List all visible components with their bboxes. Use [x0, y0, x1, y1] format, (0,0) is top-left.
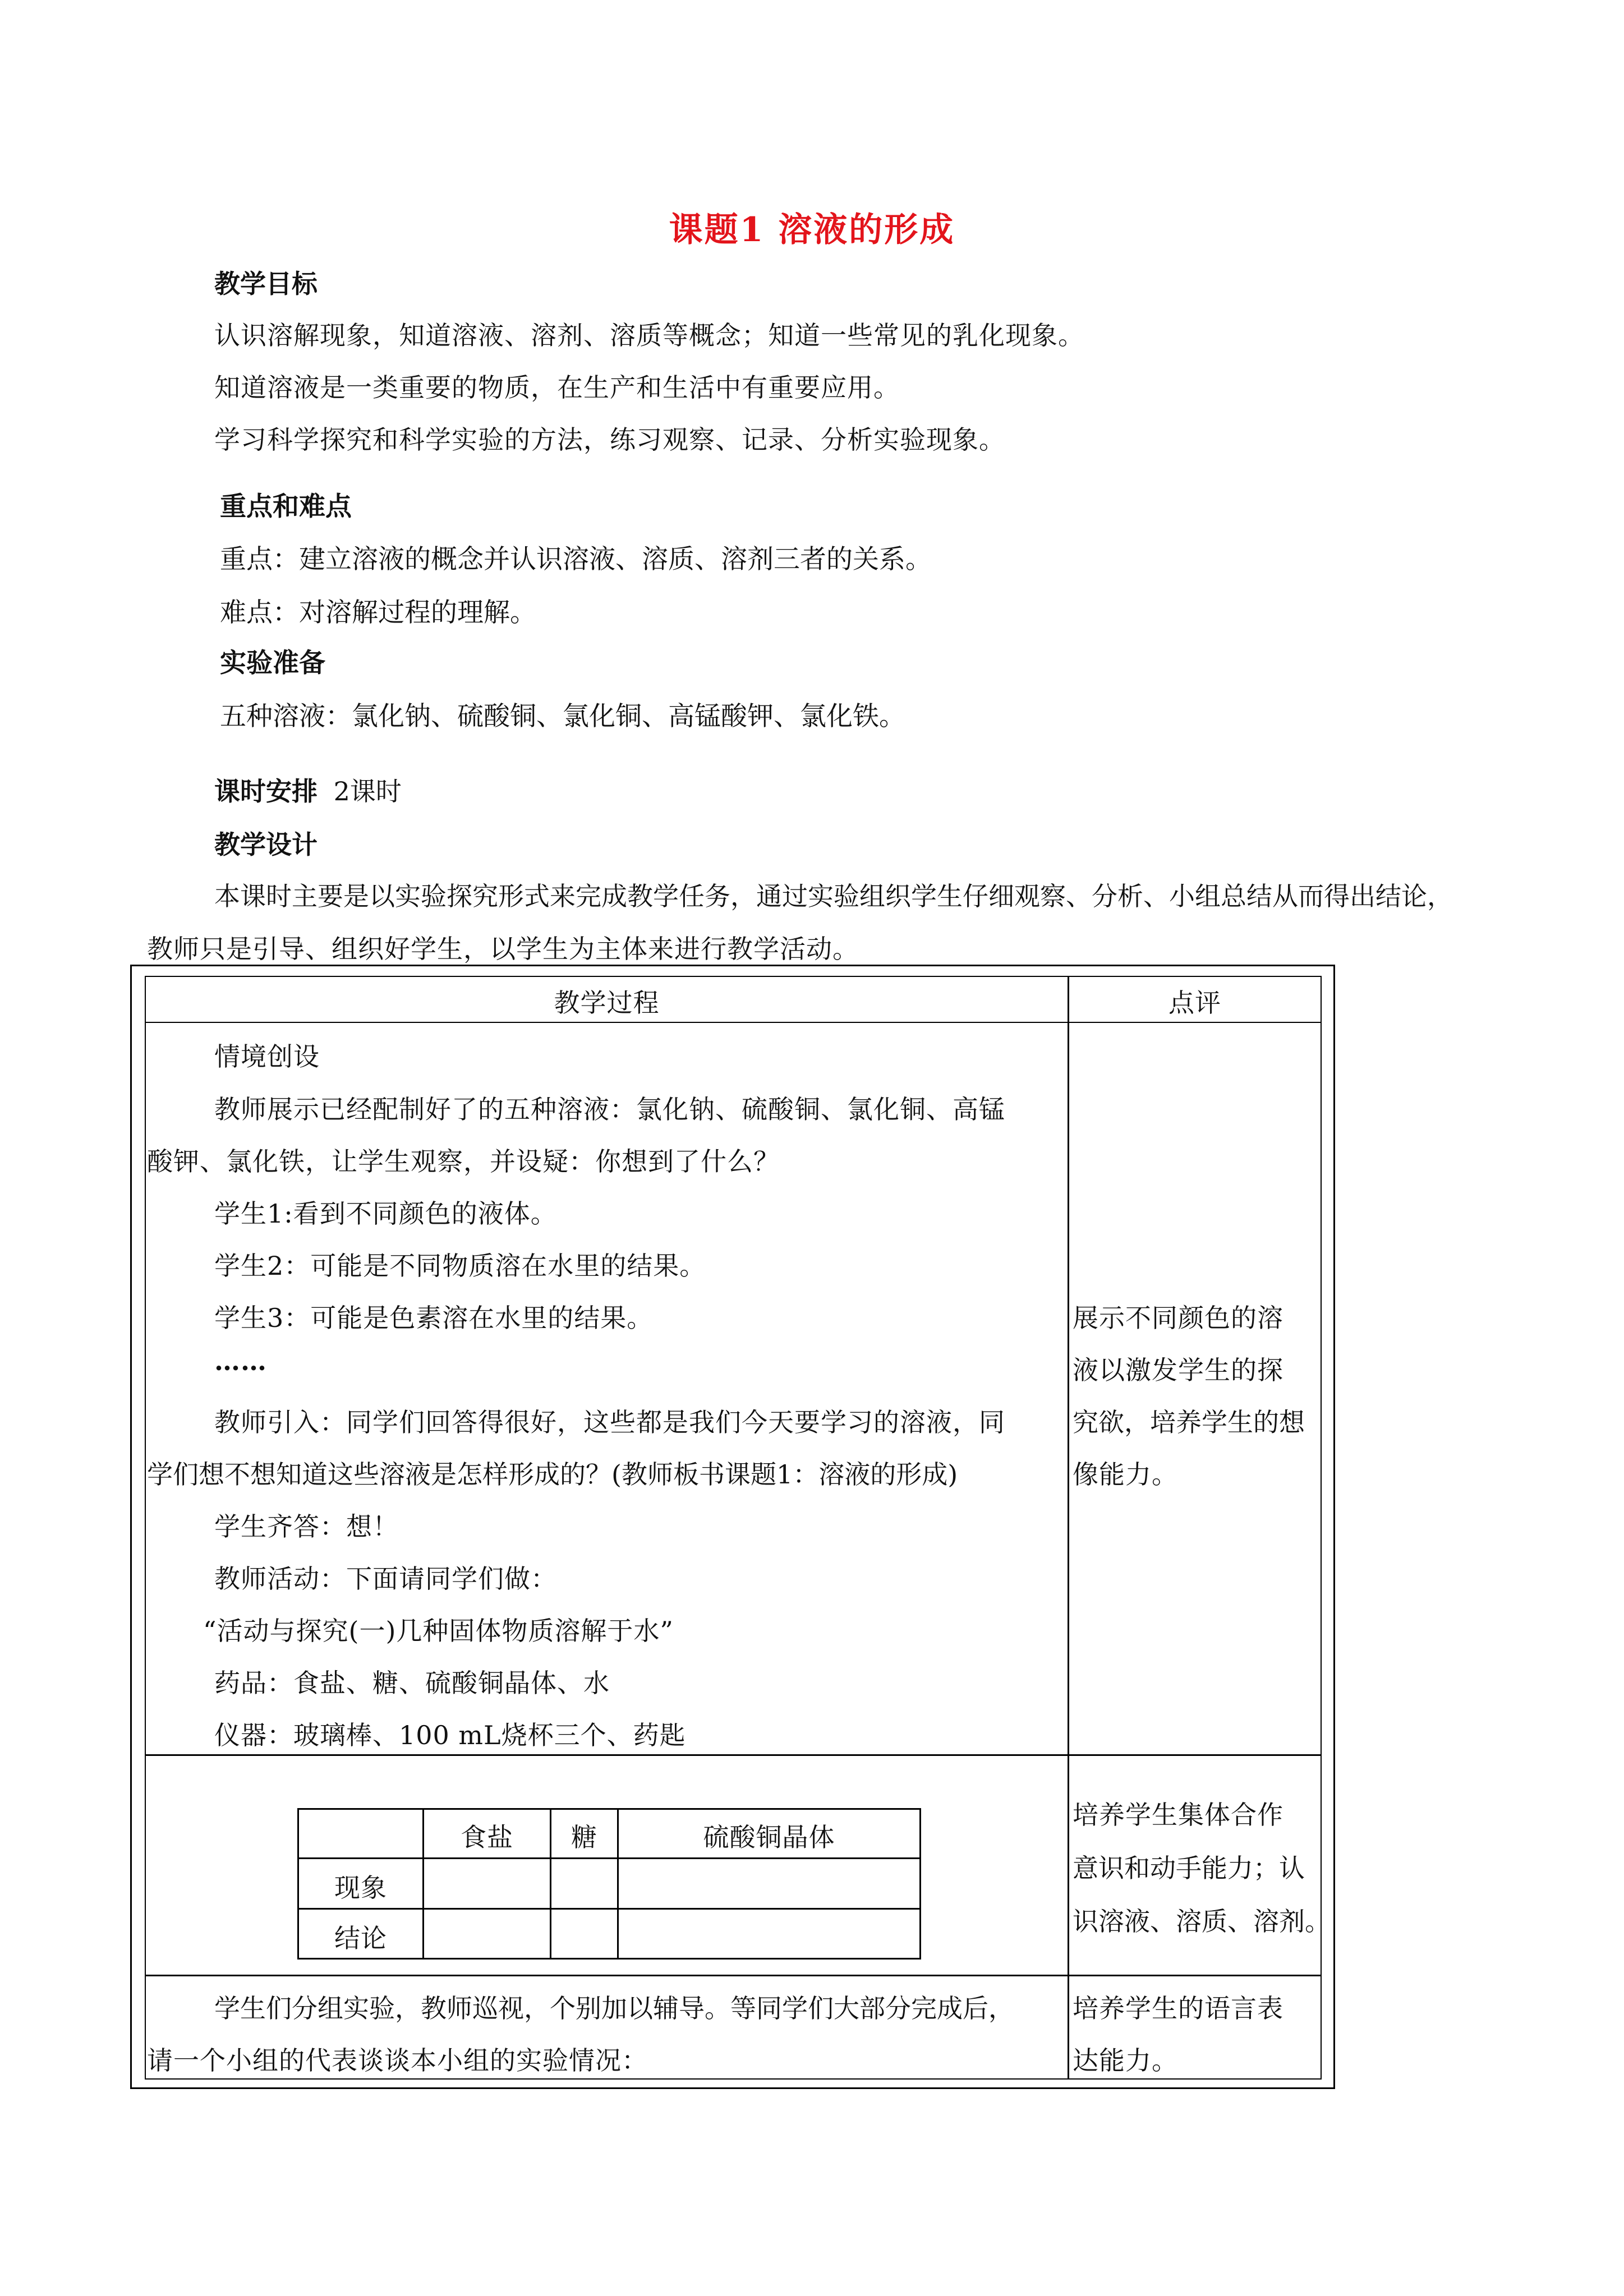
key-points-heading: 重点和难点: [220, 491, 352, 522]
process-line: 情境创设: [214, 1041, 320, 1072]
comment-line: 究欲，培养学生的想: [1073, 1407, 1305, 1437]
process-ellipsis: ……: [214, 1346, 267, 1376]
comment-line: 展示不同颜色的溶: [1073, 1303, 1283, 1333]
comment-line: 识溶液、溶质、溶剂。: [1073, 1906, 1331, 1937]
objective-item: 认识溶解现象，知道溶液、溶剂、溶质等概念；知道一些常见的乳化现象。: [214, 320, 1084, 351]
design-heading: 教学设计: [214, 829, 318, 860]
header-teaching-process: 教学过程: [554, 988, 660, 1018]
objectives-heading: 教学目标: [214, 269, 318, 299]
header-comment: 点评: [1168, 988, 1221, 1018]
difficulty-text: 难点：对溶解过程的理解。: [220, 597, 536, 628]
process-line: “活动与探究(一)几种固体物质溶解于水”: [203, 1616, 674, 1646]
row-conclusion: 结论: [334, 1923, 387, 1953]
design-paragraph-line2: 教师只是引导、组织好学生，以学生为主体来进行教学活动。: [147, 934, 859, 964]
comment-line: 培养学生的语言表: [1073, 1993, 1283, 2023]
comment-line: 液以激发学生的探: [1073, 1355, 1283, 1385]
col-salt: 食盐: [461, 1822, 513, 1852]
process-line: 教师活动：下面请同学们做：: [214, 1564, 557, 1594]
schedule-value: 2课时: [333, 776, 402, 806]
page-title: 课题1 溶液的形成: [669, 210, 955, 250]
process-line: 教师引入：同学们回答得很好，这些都是我们今天要学习的溶液，同: [214, 1407, 1005, 1437]
schedule-line: [214, 771, 402, 808]
comment-line: 意识和动手能力；认: [1073, 1853, 1305, 1883]
comment-line: 像能力。: [1073, 1459, 1178, 1490]
preparation-text: 五种溶液：氯化钠、硫酸铜、氯化铜、高锰酸钾、氯化铁。: [220, 701, 905, 732]
process-line: 学生齐答：想！: [214, 1511, 399, 1542]
process-line: 请一个小组的代表谈谈本小组的实验情况：: [147, 2045, 648, 2076]
schedule-label: 课时安排: [214, 776, 318, 806]
process-line: 学生们分组实验，教师巡视，个别加以辅导。等同学们大部分完成后，: [214, 1993, 1014, 2023]
comment-line: 达能力。: [1073, 2045, 1178, 2076]
design-paragraph-line1: 本课时主要是以实验探究形式来完成教学任务，通过实验组织学生仔细观察、分析、小组总结从而得出结论，: [214, 881, 1453, 911]
col-copper-sulfate: 硫酸铜晶体: [703, 1822, 835, 1852]
process-line: 学生3：可能是色素溶在水里的结果。: [214, 1303, 654, 1333]
process-line: 学生2：可能是不同物质溶在水里的结果。: [214, 1251, 706, 1281]
objective-item: 知道溶液是一类重要的物质，在生产和生活中有重要应用。: [214, 372, 900, 403]
preparation-heading: 实验准备: [220, 648, 325, 679]
col-sugar: 糖: [571, 1822, 597, 1852]
process-line: 学生1:看到不同颜色的液体。: [214, 1198, 557, 1229]
focus-text: 重点：建立溶液的概念并认识溶液、溶质、溶剂三者的关系。: [220, 544, 932, 575]
process-line: 酸钾、氯化铁，让学生观察，并设疑：你想到了什么？: [147, 1146, 780, 1177]
objective-item: 学习科学探究和科学实验的方法，练习观察、记录、分析实验现象。: [214, 425, 1005, 455]
row-phenomenon: 现象: [334, 1873, 387, 1903]
process-line: 教师展示已经配制好了的五种溶液：氯化钠、硫酸铜、氯化铜、高锰: [214, 1094, 1005, 1124]
comment-line: 培养学生集体合作: [1073, 1800, 1283, 1830]
process-line: 学们想不想知道这些溶液是怎样形成的？(教师板书课题1：溶液的形成): [147, 1459, 958, 1490]
process-line: 仪器：玻璃棒、100 mL烧杯三个、药匙: [214, 1720, 686, 1750]
process-line: 药品：食盐、糖、硫酸铜晶体、水: [214, 1668, 610, 1698]
